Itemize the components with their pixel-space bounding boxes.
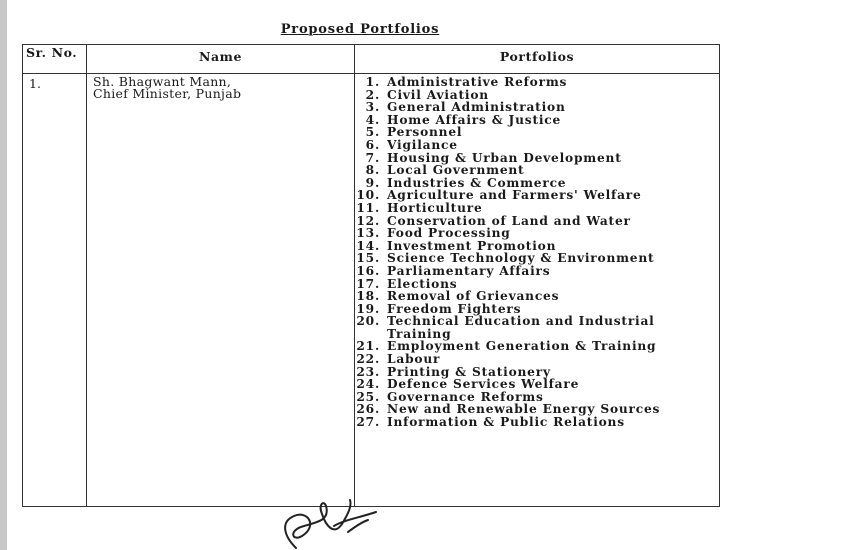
portfolio-number: 22.	[356, 352, 380, 367]
portfolio-number: 1.	[365, 75, 380, 89]
portfolio-name: Parliamentary Affairs	[387, 263, 551, 278]
list-item	[355, 139, 719, 152]
sr-no-header: Sr. No.	[23, 45, 87, 74]
portfolio-name: Investment Promotion	[387, 238, 557, 253]
list-item	[355, 76, 719, 89]
portfolio-number: 5.	[365, 125, 380, 140]
signature-icon	[278, 496, 388, 550]
portfolio-name: Housing & Urban Development	[387, 150, 622, 165]
list-item	[355, 378, 719, 391]
portfolio-number: 9.	[365, 175, 380, 190]
portfolio-name: Vigilance	[387, 137, 458, 152]
portfolio-name: Horticulture	[387, 200, 483, 215]
portfolio-name: Food Processing	[387, 226, 511, 241]
portfolio-number: 11.	[356, 200, 380, 215]
portfolio-name: Printing & Stationery	[387, 364, 551, 379]
portfolio-name: Home Affairs & Justice	[387, 112, 562, 127]
portfolio-number: 4.	[365, 112, 380, 127]
portfolio-name: Science Technology & Environment	[387, 251, 655, 266]
portfolio-number: 2.	[365, 87, 380, 102]
portfolio-number: 24.	[356, 377, 380, 392]
page-edge	[0, 0, 7, 550]
portfolio-number: 6.	[365, 137, 380, 152]
portfolio-number: 13.	[356, 226, 380, 241]
list-item	[355, 265, 719, 278]
list-item	[355, 227, 719, 240]
portfolio-name: Agriculture and Farmers' Welfare	[387, 188, 642, 203]
minister-name: Sh. Bhagwant Mann,	[93, 74, 232, 89]
table-header-row	[23, 45, 720, 74]
portfolio-name: Personnel	[387, 125, 463, 140]
sr-no-cell: 1.	[23, 74, 87, 507]
portfolio-number: 7.	[365, 150, 380, 165]
portfolio-number: 3.	[365, 100, 380, 115]
portfolio-name: Technical Education and Industrial Training	[387, 314, 655, 341]
portfolio-number: 27.	[356, 415, 380, 430]
portfolio-name: Local Government	[387, 163, 525, 178]
list-item	[355, 101, 719, 114]
portfolio-number: 12.	[356, 213, 380, 228]
portfolio-number: 16.	[356, 263, 380, 278]
portfolio-list	[355, 74, 719, 429]
portfolio-number: 25.	[356, 389, 380, 404]
portfolio-table	[22, 44, 720, 507]
portfolio-number: 8.	[365, 163, 380, 178]
list-item	[355, 202, 719, 215]
portfolio-number: 18.	[356, 289, 380, 304]
portfolio-name: Civil Aviation	[387, 87, 489, 102]
list-item	[355, 315, 719, 340]
table-row	[23, 74, 720, 507]
portfolio-name: Industries & Commerce	[387, 175, 567, 190]
portfolio-number: 26.	[356, 402, 380, 417]
name-header: Name	[87, 45, 355, 74]
list-item	[355, 290, 719, 303]
portfolio-number: 19.	[356, 301, 380, 316]
portfolio-number: 15.	[356, 251, 380, 266]
portfolio-name: Defence Services Welfare	[387, 377, 580, 392]
portfolio-number: 14.	[356, 238, 380, 253]
portfolio-name: Conservation of Land and Water	[387, 213, 631, 228]
portfolios-cell	[355, 74, 720, 507]
portfolio-name: Elections	[387, 276, 458, 291]
list-item	[355, 416, 719, 429]
name-cell	[87, 74, 355, 507]
portfolio-name: Administrative Reforms	[387, 75, 568, 89]
document-title: Proposed Portfolios	[280, 22, 440, 37]
portfolio-number: 21.	[356, 339, 380, 354]
portfolio-number: 23.	[356, 364, 380, 379]
list-item	[355, 353, 719, 366]
portfolio-name: Removal of Grievances	[387, 289, 560, 304]
portfolio-name: New and Renewable Energy Sources	[387, 402, 661, 417]
portfolio-number: 10.	[356, 188, 380, 203]
list-item	[355, 164, 719, 177]
portfolio-name: General Administration	[387, 100, 566, 115]
portfolio-name: Freedom Fighters	[387, 301, 522, 316]
portfolio-name: Employment Generation & Training	[387, 339, 657, 354]
portfolios-header: Portfolios	[355, 45, 720, 74]
portfolio-number: 17.	[356, 276, 380, 291]
portfolio-name: Governance Reforms	[387, 389, 544, 404]
portfolio-name: Labour	[387, 352, 441, 367]
portfolio-number: 20.	[356, 314, 380, 329]
portfolio-name: Information & Public Relations	[387, 415, 625, 430]
minister-designation: Chief Minister, Punjab	[93, 86, 242, 101]
